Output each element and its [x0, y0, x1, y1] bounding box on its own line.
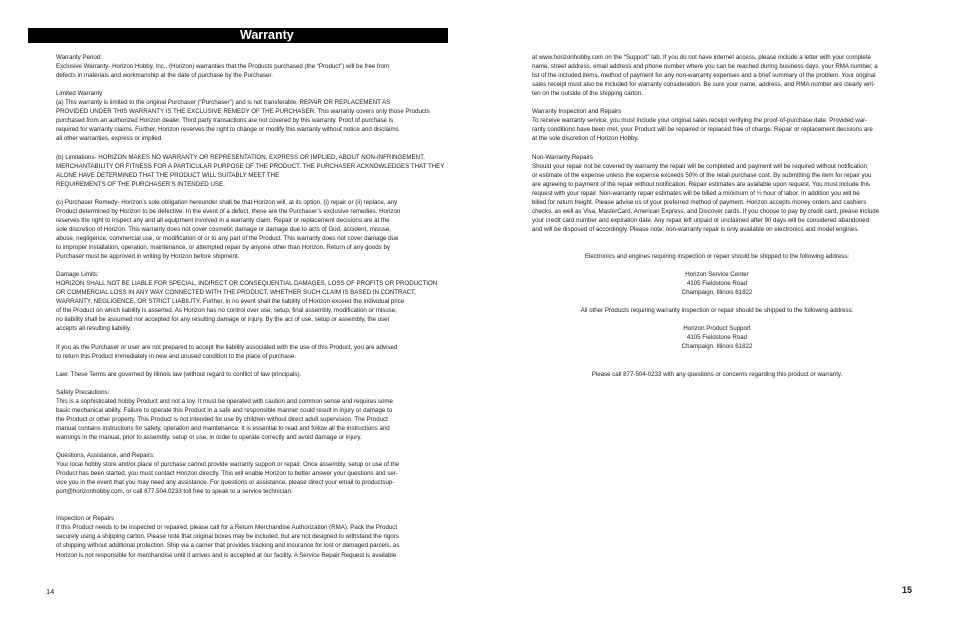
- right-page-column: [532, 53, 902, 388]
- page-number-right: 15: [902, 585, 913, 595]
- text-line: Exclusive Warranty- Horizon Hobby, Inc., (Horizon) warranties that the Products purchased (the “Product”) will be free from: [56, 63, 390, 71]
- text-line: (a) This warranty is limited to the original Purchaser (“Purchaser”) and is not transferable. REPAIR OR REPLACEMENT AS: [56, 99, 391, 107]
- warranty-inspection-section: [532, 107, 902, 143]
- section-heading: Questions, Assistance, and Repairs:: [56, 452, 155, 460]
- text-line: your credit card number and expiration date. Any repair left unpaid or unclaimed after 90 days will be considered abandoned: [532, 216, 870, 224]
- text-line: the Product or other property. This Product is not intended for use by children without direct adult supervision. The Product: [56, 415, 388, 423]
- text-line: Product determined by Horizon to be defective. In the event of a defect, these are the Purchaser’s exclusive remedies. Horizon: [56, 207, 401, 215]
- text-line: no liability shall be assumed nor accepted for any resulting damage or injury. By the act of use, setup or assembly, the user: [56, 316, 390, 324]
- address-line: Champaign, Illinois 61822: [681, 343, 753, 351]
- text-line: Please call 877-504-0233 with any questions or concerns regarding this product or warranty.: [591, 370, 843, 378]
- text-line: defects in materials and workmanship at the date of purchase by the Purchaser.: [56, 72, 273, 80]
- text-line: Your local hobby store and/or place of purchase cannot provide warranty support or repair. Once assembly, setup or use of the: [56, 461, 400, 469]
- text-line: accepts all resulting liability.: [56, 325, 132, 333]
- text-line: Should your repair not be covered by warranty the repair will be completed and payment will be required without notification: [532, 162, 867, 170]
- text-line: REQUIREMENTS OF THE PURCHASER’S INTENDED USE.: [56, 180, 225, 188]
- text-line: of shipping without additional protection. Ship via a carrier that provides tracking and insurance for lost or damaged parcels, as: [56, 542, 400, 550]
- limitations-section: [56, 153, 445, 189]
- left-page-column: [56, 53, 445, 569]
- text-line: Horizon is not responsible for merchandise until it arrives and is accepted at our facility. A Service Repair Request is available: [56, 551, 397, 559]
- spacer: [532, 361, 902, 370]
- text-line: securely using a shipping carton. Please note that original boxes may be included, but are not designed to withstand the rigors: [56, 533, 399, 541]
- product-support-address: [532, 324, 902, 351]
- text-line: name, street address, email address and phone number where you can be reached during business days, your RMA number, a: [532, 63, 878, 71]
- section-heading: Warranty Period:: [56, 54, 102, 61]
- text-line: checks, as well as Visa, MasterCard, American Express, and Discover cards. If you choose to pay by credit card, please include: [532, 207, 880, 215]
- text-line: reserves the right to inspect any and all equipment involved in a warranty claim. Repair or replacement decisions are at the: [56, 216, 390, 224]
- text-line: port@horizonhobby.com, or call 877.504.0233 toll free to speak to a service technician.: [56, 488, 293, 496]
- text-line: manual contains instructions for safety, operation and maintenance. It is essential to read and follow all the instructions and: [56, 424, 390, 432]
- section-heading: Damage Limits:: [56, 271, 99, 279]
- law-section: [56, 370, 426, 379]
- section-heading: Safety Precautions:: [56, 388, 110, 396]
- text-line: all other warranties, express or implied.: [56, 135, 163, 143]
- text-line: Product has been started, you must contact Horizon directly. This will enable Horizon to better answer your questions and ser-: [56, 470, 398, 478]
- section-heading: Non-Warranty Repairs: [532, 153, 593, 161]
- text-line: and will be disposed of accordingly. Please note: non-warranty repair is only available on electronics and model engines.: [532, 225, 859, 233]
- other-products-shipping-note: [532, 306, 902, 315]
- text-line: vice you in the event that you may need any assistance. For questions or assistance, please direct your email to productsup-: [56, 479, 395, 487]
- text-line: ranty conditions have been met, your Product will be repaired or replaced free of charge. Repair or replacement decisions are: [532, 126, 873, 134]
- text-line: WARRANTY, NEGLIGENCE, OR STRICT LIABILITY. Further, in no event shall the liability of Horizon exceed the individual price: [56, 298, 405, 306]
- text-line: to improper installation, operation, maintenance, or attempted repair by anyone other than Horizon. Return of any goods by: [56, 243, 390, 251]
- address-line: Horizon Product Support: [683, 325, 751, 333]
- not-prepared-section: [56, 343, 426, 361]
- continued-section: [532, 53, 902, 98]
- electronics-shipping-note: [532, 252, 902, 261]
- text-line: to return this Product immediately in new and unused condition to the place of purchase.: [56, 352, 297, 360]
- text-line: required for warranty claims. Further, Horizon reserves the right to change or modify this warranty without notice and disclaims: [56, 126, 399, 134]
- limited-warranty-section: [56, 89, 430, 143]
- text-line: If you as the Purchaser or user are not prepared to accept the liability associated with the use of this Product, you are advised: [56, 343, 398, 351]
- spacer: [532, 243, 902, 252]
- questions-section: [56, 451, 426, 496]
- address-line: 4105 Fieldstone Road: [686, 334, 748, 342]
- text-line: list of the included items, method of payment for any non-warranty expenses and a brief summary of the problem. Your original: [532, 72, 876, 80]
- text-line: Law: These Terms are governed by Illinois law (without regard to conflict of law principals).: [56, 370, 302, 378]
- safety-precautions-section: [56, 388, 426, 442]
- text-line: (c) Purchaser Remedy- Horizon’s sole obligation hereunder shall be that Horizon will, at its option, (i) repair or (ii) replace, any: [56, 198, 398, 206]
- text-line: at the sole discretion of Horizon Hobby.: [532, 135, 639, 143]
- text-line: request with your repair. Non-warranty repair estimates will be billed a minimum of ½ hour of labor. In addition you will be: [532, 189, 860, 197]
- text-line: To receive warranty service, you must include your original sales receipt verifying the proof-of-purchase date. Provided war-: [532, 117, 868, 125]
- text-line: If this Product needs to be inspected or repaired, please call for a Return Merchandise Authorization (RMA). Pack the Product: [56, 524, 398, 532]
- text-line: ALONE HAVE DETERMINED THAT THE PRODUCT WILL SUITABLY MEET THE: [56, 171, 280, 179]
- text-line: billed for return freight. Please advise us of your preferred method of payment. Horizon accepts money orders and cashiers: [532, 198, 867, 206]
- address-line: Champaign, Illinois 61822: [681, 289, 753, 297]
- section-heading: Limited Warranty: [56, 90, 103, 98]
- purchaser-remedy-section: [56, 198, 426, 261]
- warranty-period-section: [56, 53, 426, 80]
- text-line: PROVIDED UNDER THIS WARRANTY IS THE EXCLUSIVE REMEDY OF THE PURCHASER. This warranty covers only those Products: [56, 108, 430, 116]
- text-line: All other Products requiring warranty inspection or repair should be shipped to the following address:: [580, 307, 854, 315]
- text-line: or estimate of the expense unless the expense exceeds 50% of the retail purchase cost. By submitting the item for repair you: [532, 171, 872, 179]
- non-warranty-section: [532, 153, 902, 234]
- address-line: 4105 Fieldstone Road: [686, 280, 748, 288]
- section-heading: Warranty Inspection and Repairs: [532, 108, 622, 116]
- call-note: [532, 370, 902, 379]
- text-line: sole discretion of Horizon. This warranty does not cover cosmetic damage or damage due to acts of God, accident, misuse,: [56, 225, 391, 233]
- section-heading: Inspection or Repairs: [56, 515, 115, 523]
- text-line: warnings in the manual, prior to assembly, setup or use, in order to operate correctly and avoid damage or injury.: [56, 433, 362, 441]
- text-line: purchased from an authorized Horizon dealer. Third party transactions are not covered by this warranty. Proof of purchase is: [56, 117, 394, 125]
- text-line: abuse, negligence, commercial use, or modification of or to any part of the Product. This warranty does not cover damage due: [56, 234, 399, 242]
- address-line: Horizon Service Center: [685, 271, 749, 279]
- text-line: HORIZON SHALL NOT BE LIABLE FOR SPECIAL, INDIRECT OR CONSEQUENTIAL DAMAGES, LOSS OF PROFITS OR PRODUCTION: [56, 280, 438, 288]
- text-line: (b) Limitations- HORIZON MAKES NO WARRANTY OR REPRESENTATION, EXPRESS OR IMPLIED, ABOUT NON-INFRINGEMENT,: [56, 153, 425, 161]
- damage-limits-section: [56, 270, 438, 333]
- page-title: Warranty: [240, 28, 294, 42]
- text-line: at www.horizonhobby.com on the “Support” tab. If you do not have internet access, please include a letter with your complete: [532, 54, 871, 61]
- inspection-repairs-section: [56, 514, 426, 559]
- text-line: ten on the outside of the shipping carton.: [532, 90, 643, 98]
- page-number-left: 14: [46, 587, 55, 596]
- text-line: This is a sophisticated hobby Product and not a toy. It must be operated with caution and common sense and requires some: [56, 397, 393, 405]
- text-line: Purchaser must be approved in writing by Horizon before shipment.: [56, 253, 240, 261]
- spacer: [56, 505, 426, 514]
- text-line: basic mechanical ability. Failure to operate this Product in a safe and responsible manner could result in injury or damage to: [56, 406, 393, 414]
- text-line: OR COMMERCIAL LOSS IN ANY WAY CONNECTED WITH THE PRODUCT, WHETHER SUCH CLAIM IS BASED IN CONTRACT,: [56, 289, 416, 297]
- text-line: are agreeing to payment of the repair without notification. Repair estimates are available upon request. You must include this: [532, 180, 870, 188]
- text-line: Electronics and engines requiring inspection or repair should be shipped to the following address:: [584, 252, 850, 260]
- service-center-address: [532, 270, 902, 297]
- text-line: MERCHANTABILITY OR FITNESS FOR A PARTICULAR PURPOSE OF THE PRODUCT. THE PURCHASER ACKNOWLEDGES THAT THEY: [56, 162, 445, 170]
- warranty-header-bar: [28, 28, 448, 43]
- text-line: sales receipt must also be included for warranty consideration. Be sure your name, address, and RMA number are clearly writ-: [532, 81, 876, 89]
- text-line: of the Product on which liability is asserted. As Horizon has no control over use, setup, final assembly, modification or misuse,: [56, 307, 397, 315]
